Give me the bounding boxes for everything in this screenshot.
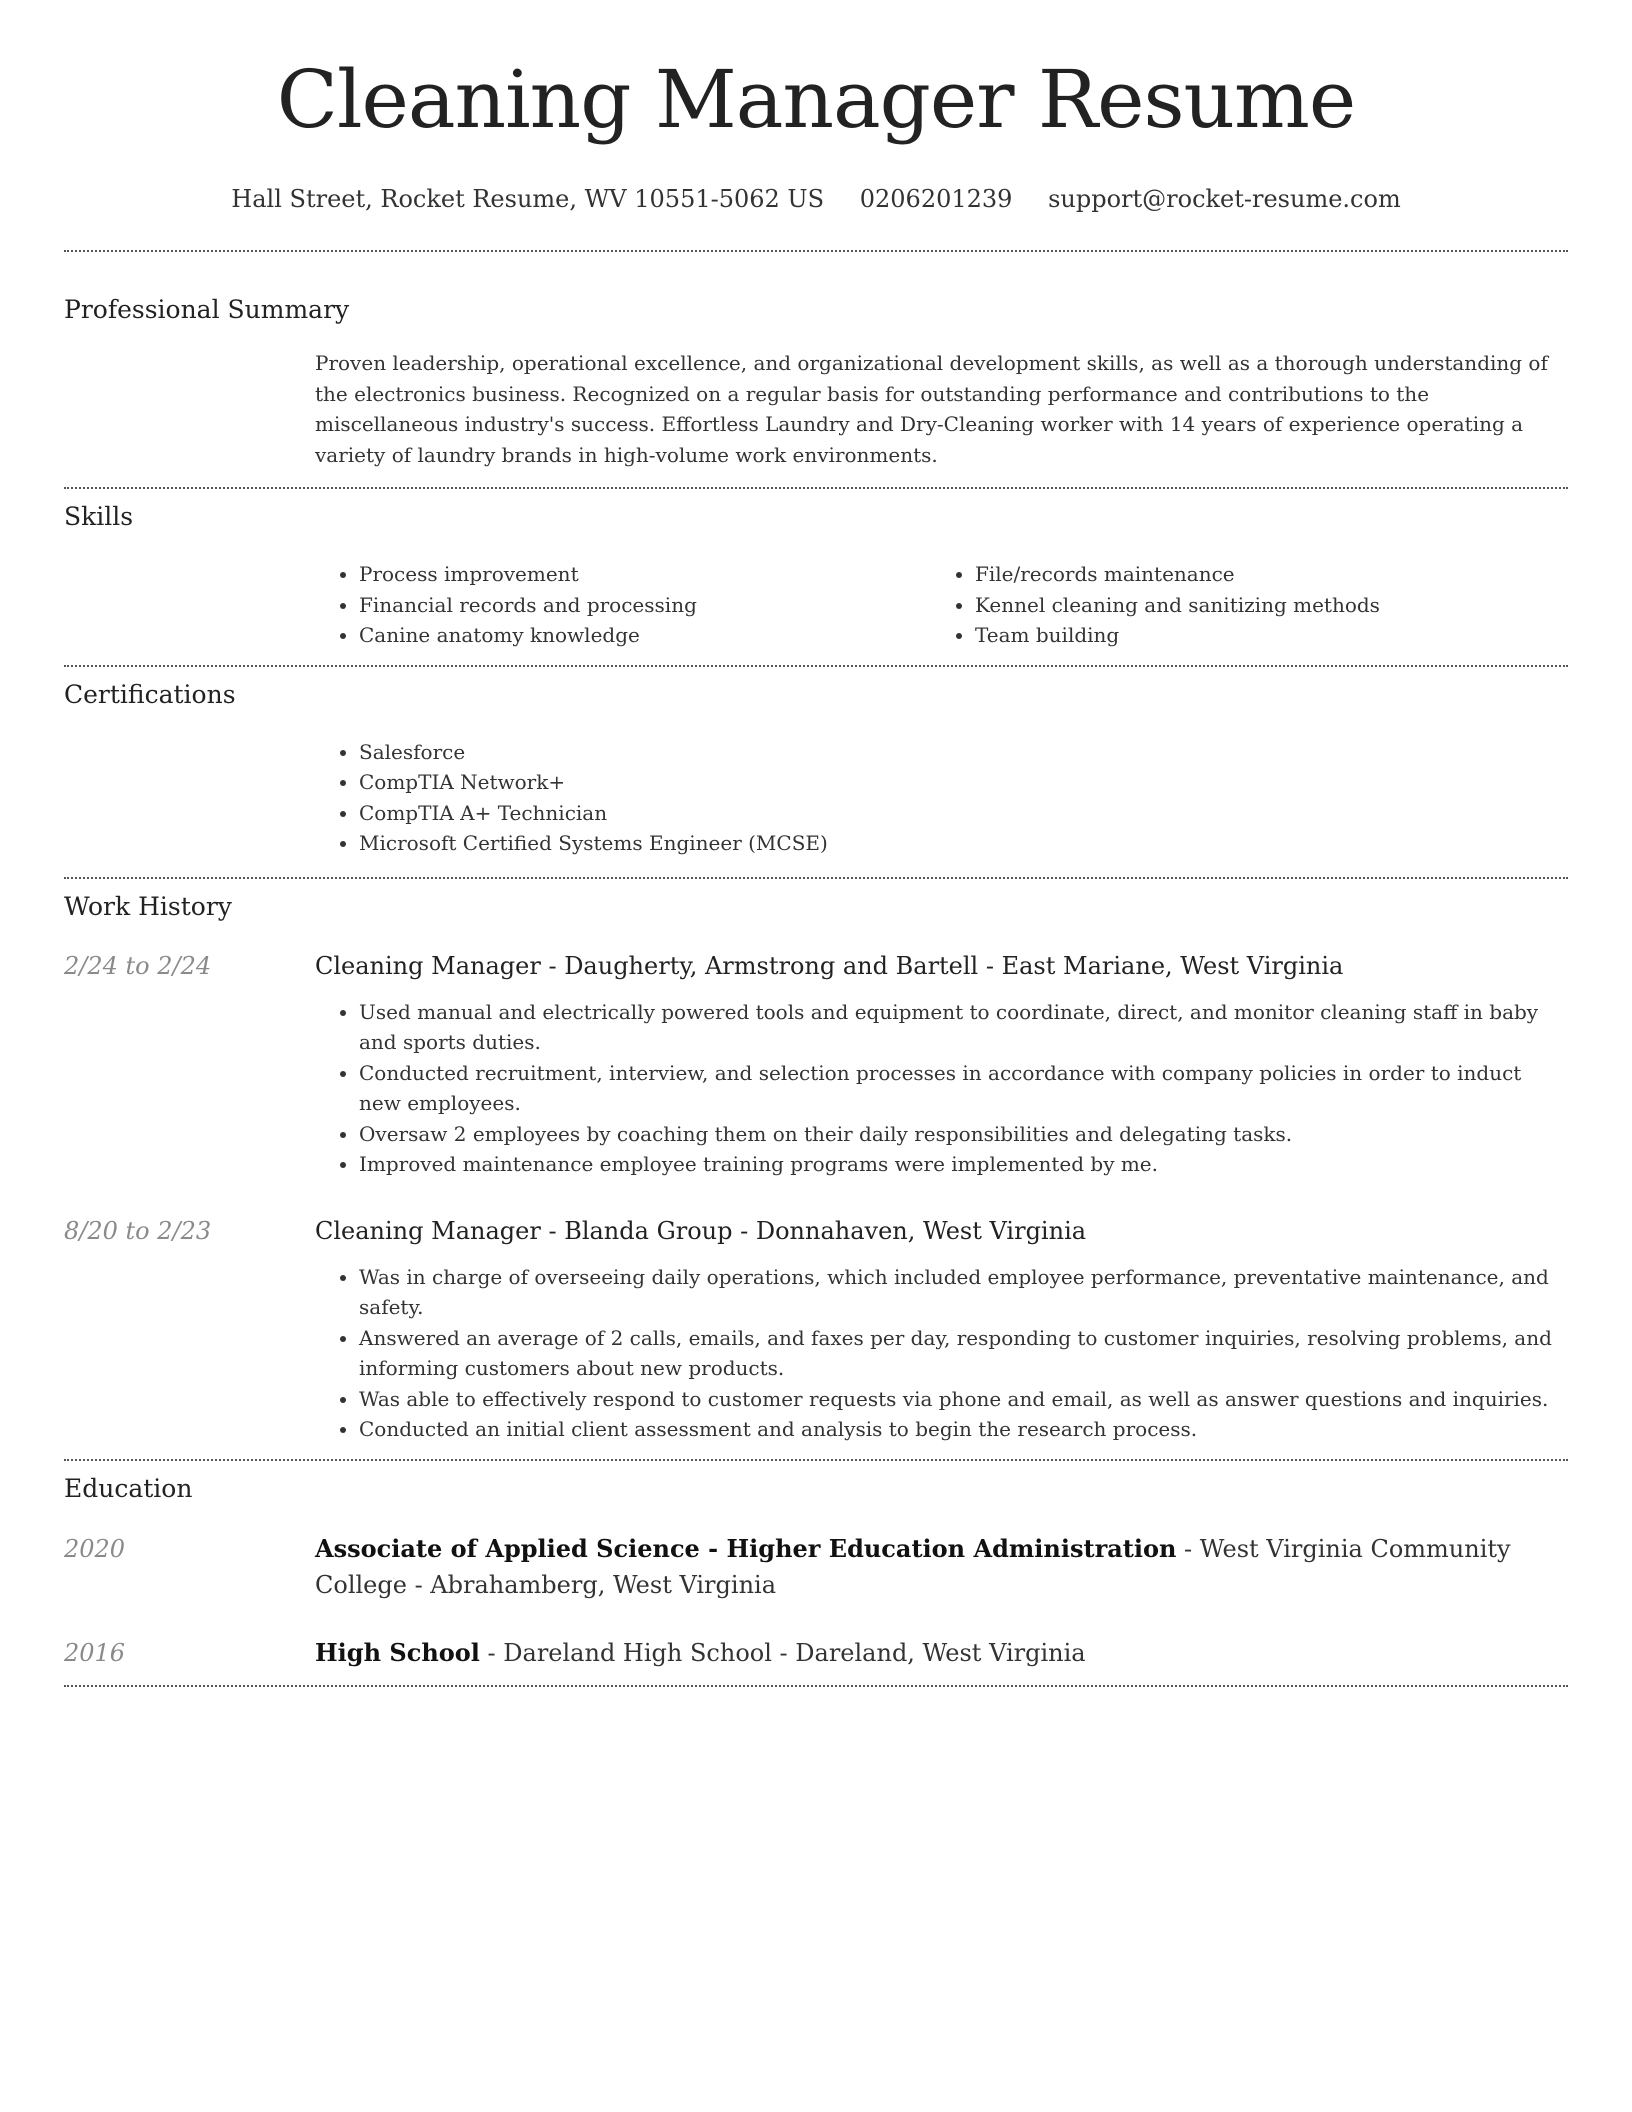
education-school: - West Virginia Community College - Abrahamberg, West Virginia: [315, 1534, 1511, 1599]
job-details: [315, 949, 1568, 1180]
list-item: • File/records maintenance: [975, 559, 1547, 590]
page-title: Cleaning Manager Resume: [276, 53, 1356, 146]
divider: [64, 1685, 1568, 1687]
education-degree: Associate of Applied Science - Higher Education Administration: [315, 1533, 1177, 1563]
education-entry: [64, 1531, 1568, 1603]
education-year: 2020: [64, 1534, 126, 1563]
list-item: • Financial records and processing: [359, 590, 931, 621]
list-item: • Process improvement: [359, 559, 931, 590]
job-title: Cleaning Manager - Daugherty, Armstrong and Bartell - East Mariane, West Virginia: [315, 951, 1344, 980]
list-item: • Conducted recruitment, interview, and selection processes in accordance with company policies in order to induct new employees.: [359, 1058, 1568, 1119]
list-item: • Was in charge of overseeing daily operations, which included employee performance, preventative maintenance, and safety.: [359, 1262, 1568, 1323]
section-work-history: [64, 879, 1568, 1459]
education-entry: [64, 1635, 1568, 1671]
section-certifications: [64, 667, 1568, 859]
list-item: • Conducted an initial client assessment and analysis to begin the research process.: [359, 1414, 1568, 1445]
skills-column-left: [315, 559, 931, 651]
job-details: [315, 1214, 1568, 1445]
education-details: [315, 1531, 1568, 1603]
list-item: • Microsoft Certified Systems Engineer (MCSE): [359, 828, 1568, 859]
list-item: • Oversaw 2 employees by coaching them on their daily responsibilities and delegating tasks.: [359, 1119, 1568, 1150]
skills-column-right: [931, 559, 1547, 651]
list-item: • Improved maintenance employee training programs were implemented by me.: [359, 1149, 1568, 1180]
job-dates: 2/24 to 2/24: [64, 951, 212, 980]
education-school: - Dareland High School - Dareland, West Virginia: [479, 1638, 1086, 1667]
job-dates: 8/20 to 2/23: [64, 1216, 212, 1245]
section-heading: Professional Summary: [64, 295, 350, 324]
list-item: • Answered an average of 2 calls, emails, and faxes per day, responding to customer inquiries, resolving problems, and informing customers about new products.: [359, 1323, 1568, 1384]
contact-address: Hall Street, Rocket Resume, WV 10551-5062 US: [231, 185, 825, 213]
contact-phone: 0206201239: [859, 185, 1013, 213]
list-item: • Team building: [975, 620, 1547, 651]
divider: [64, 250, 1568, 252]
education-degree: High School: [315, 1637, 480, 1667]
section-skills: [64, 489, 1568, 651]
section-heading: Education: [64, 1473, 193, 1503]
education-year: 2016: [64, 1638, 126, 1667]
section-heading: Work History: [64, 891, 232, 921]
section-summary: [64, 294, 1568, 470]
resume-page: [64, 0, 1568, 1687]
list-item: • Used manual and electrically powered tools and equipment to coordinate, direct, and monitor cleaning staff in baby and sports duties.: [359, 997, 1568, 1058]
education-details: [315, 1635, 1568, 1671]
contact-email: support@rocket-resume.com: [1048, 185, 1401, 213]
job-entry: [64, 1214, 1568, 1445]
job-title: Cleaning Manager - Blanda Group - Donnahaven, West Virginia: [315, 1216, 1087, 1245]
summary-text: Proven leadership, operational excellence, and organizational development skills, as well as a thorough understanding of the electronics business. Recognized on a regular basis for outstanding performance and contributions to the miscellaneous industry's success. Effortless Laundry and Dry-Cleaning worker with 14 years of experience operating a variety of laundry brands in high-volume work environments.: [315, 351, 1548, 467]
contact-line: [64, 184, 1568, 214]
list-item: • CompTIA Network+: [359, 767, 1568, 798]
list-item: • Canine anatomy knowledge: [359, 620, 931, 651]
certifications-list: [315, 737, 1568, 859]
list-item: • Was able to effectively respond to customer requests via phone and email, as well as answer questions and inquiries.: [359, 1384, 1568, 1415]
skills-grid: [315, 559, 1568, 651]
section-heading: Skills: [64, 502, 134, 531]
list-item: • CompTIA A+ Technician: [359, 798, 1568, 829]
job-entry: [64, 949, 1568, 1180]
section-education: [64, 1461, 1568, 1685]
list-item: • Kennel cleaning and sanitizing methods: [975, 590, 1547, 621]
list-item: • Salesforce: [359, 737, 1568, 768]
section-heading: Certifications: [64, 679, 236, 709]
